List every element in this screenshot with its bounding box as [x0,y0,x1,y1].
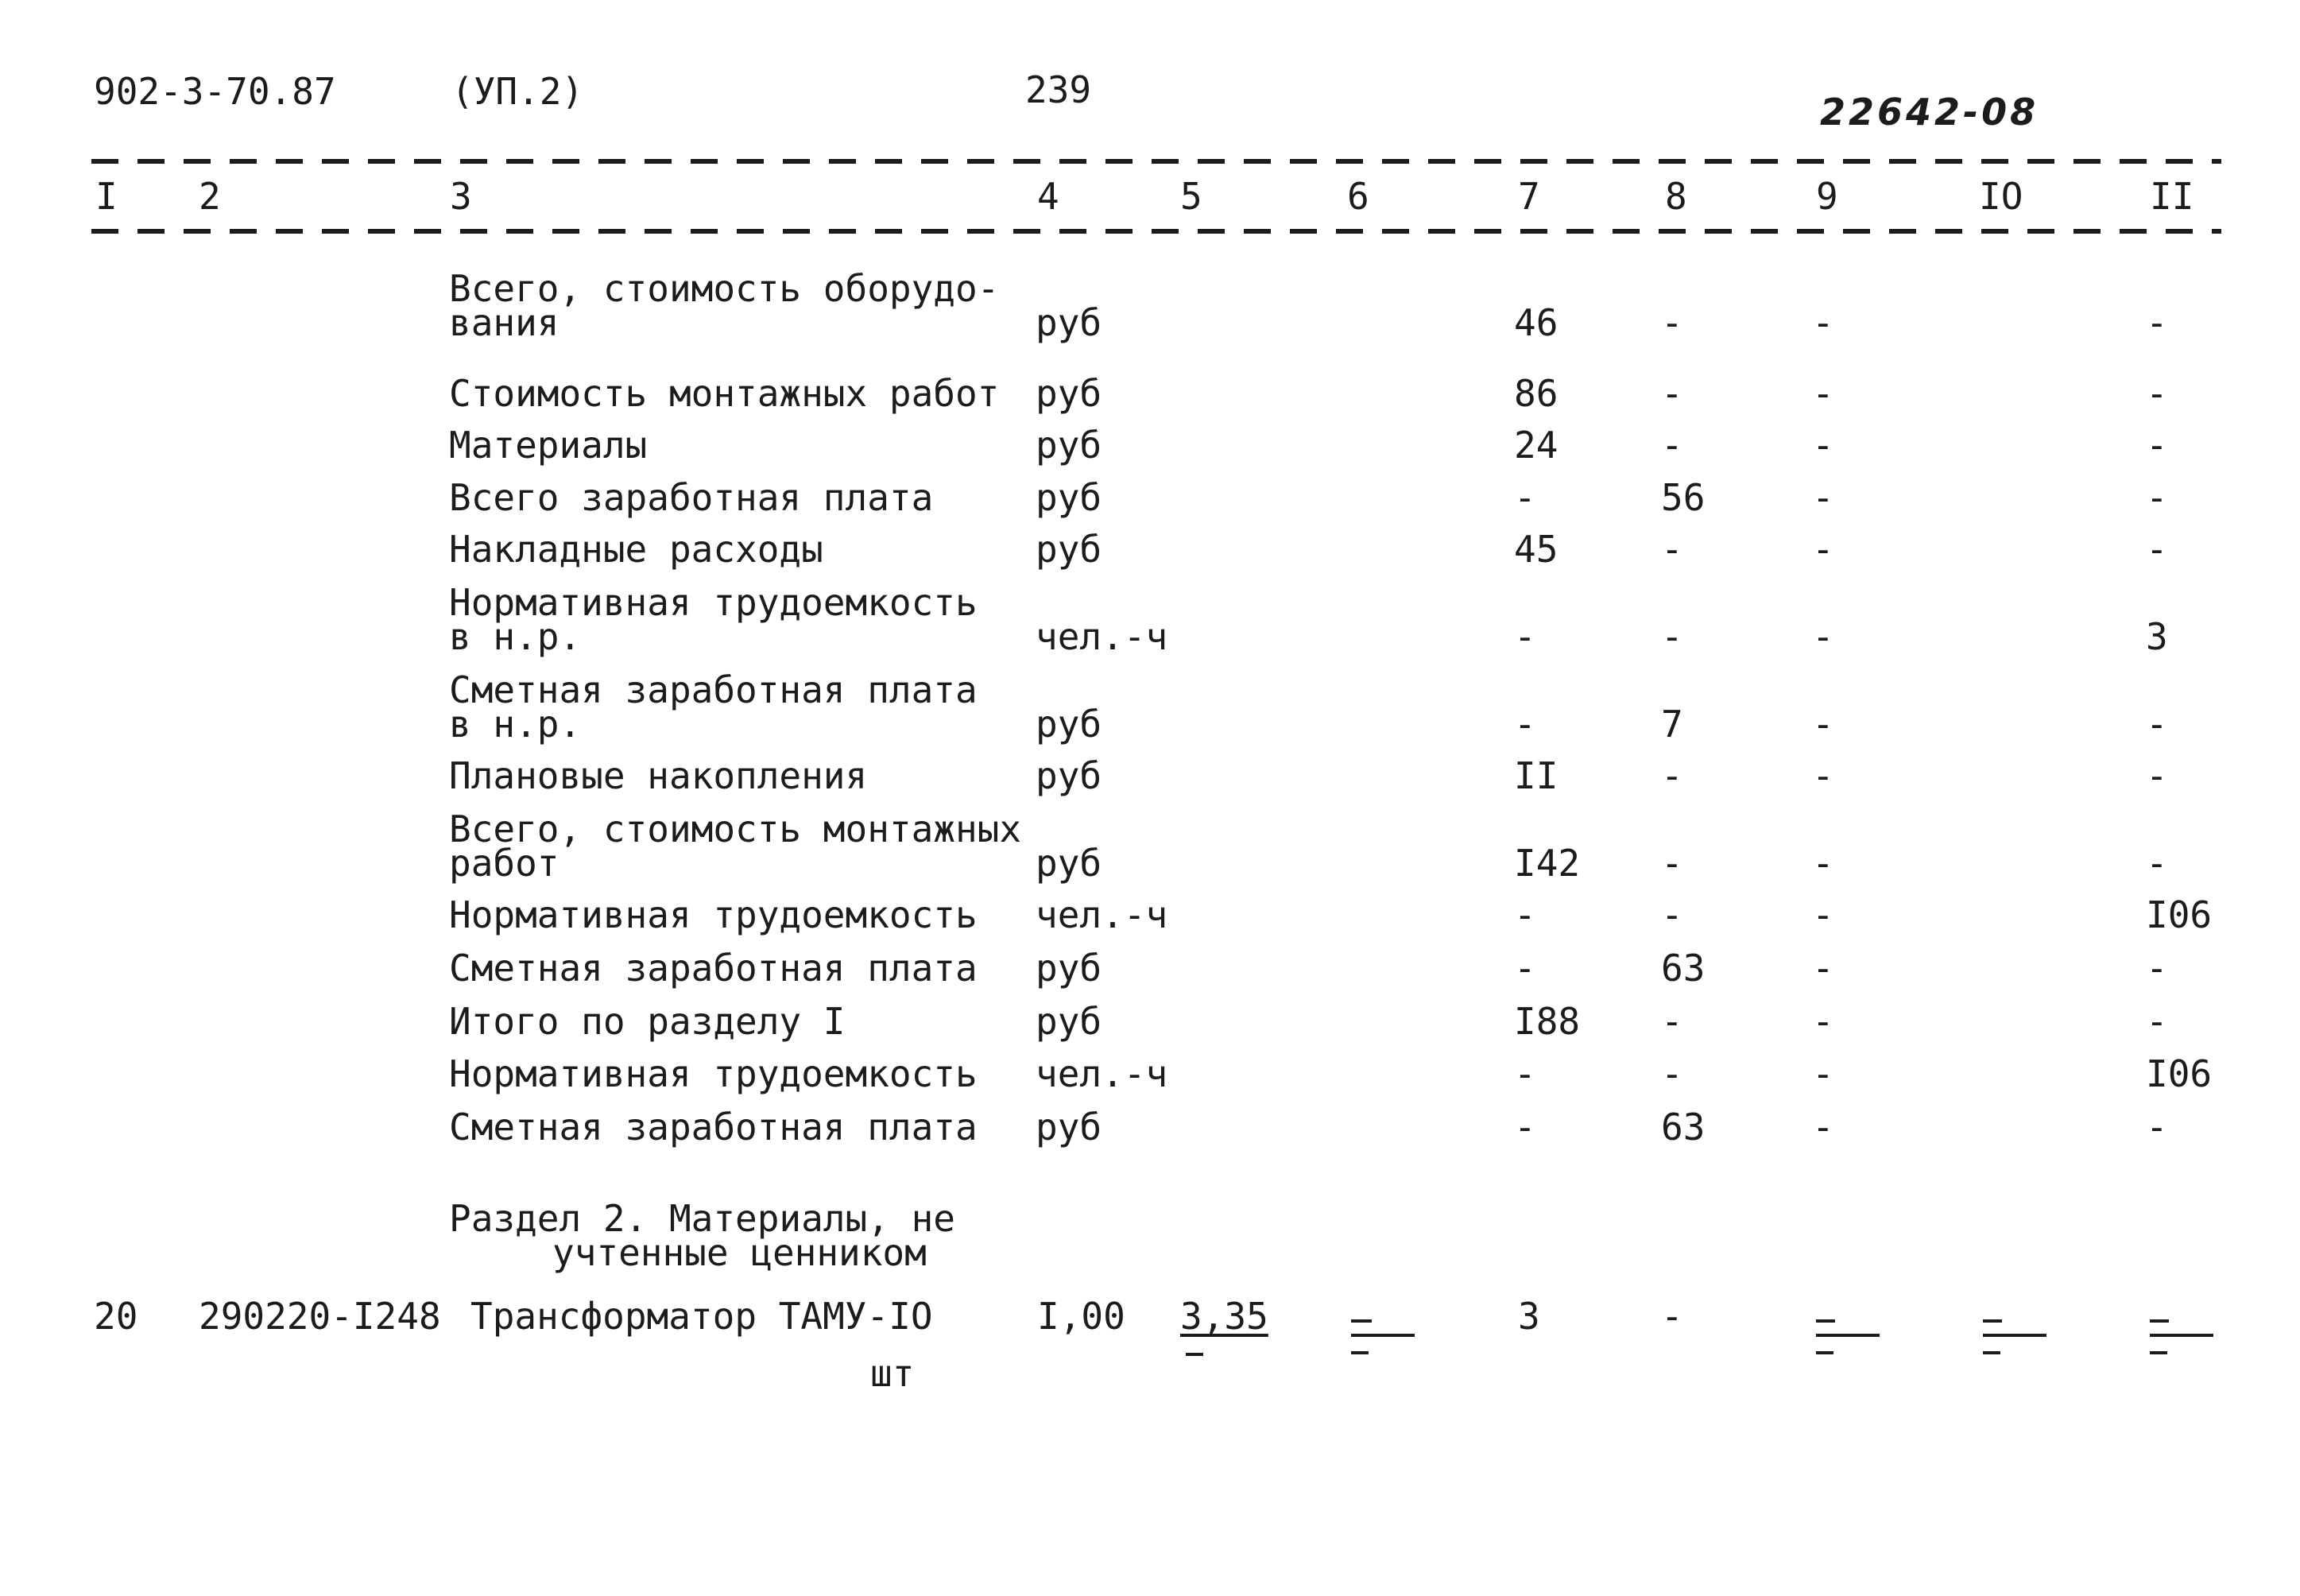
column-header: 9 [1816,175,1838,218]
album-label: (УП.2) [451,70,584,113]
page-number: 239 [1025,68,1092,111]
col10-mark [1983,1351,2000,1354]
col9-mark [1816,1319,1835,1323]
col10-mark [1983,1334,2046,1337]
column-header: 6 [1347,175,1369,218]
row-col11: - [2146,947,2168,990]
column-header: 7 [1518,175,1540,218]
item-name: Трансформатор ТАМУ-IO [470,1295,933,1338]
col6-mark [1351,1319,1372,1323]
row-name: Накладные расходы [449,528,823,571]
column-header: 5 [1180,175,1202,218]
row-col8: - [1661,1052,1683,1095]
row-col7: 24 [1514,424,1559,467]
row-col11: - [2146,754,2168,797]
row-unit: руб [1036,947,1102,990]
row-name: Сметная заработная плата [449,1106,978,1149]
row-col11: - [2146,842,2168,885]
row-name: Материалы [449,424,648,467]
column-header: 8 [1665,175,1687,218]
column-header: 3 [450,175,472,218]
item-price: 3,35 [1180,1295,1268,1338]
row-col8: 63 [1661,1106,1706,1149]
header-bottom-rule [91,229,2221,234]
row-col7: - [1514,947,1536,990]
row-col8: - [1661,842,1683,885]
item-quantity: I,00 [1037,1295,1125,1338]
row-name: Всего, стоимость оборудо- [449,267,1000,310]
item-number: 20 [94,1295,138,1338]
row-col8: - [1661,615,1683,658]
row-col9: - [1812,842,1834,885]
col6-mark [1351,1334,1415,1337]
row-unit: руб [1036,754,1102,797]
row-col7: II [1514,754,1559,797]
item-unit: шт [870,1352,915,1395]
row-unit: чел.-ч [1036,1052,1168,1095]
row-col9: - [1812,754,1834,797]
row-col11: I06 [2146,893,2213,936]
column-header: I [95,175,118,218]
row-name: Сметная заработная плата [449,947,978,990]
row-name-cont: в н.р. [449,703,582,746]
col11-mark [2150,1319,2169,1323]
row-name-cont: вания [449,301,560,344]
row-unit: руб [1036,1106,1102,1149]
row-name-cont: в н.р. [449,615,582,658]
col11-mark [2150,1334,2213,1337]
row-unit: руб [1036,703,1102,746]
row-col11: - [2146,703,2168,746]
column-header: II [2150,175,2194,218]
row-unit: руб [1036,301,1102,344]
col10-mark [1983,1319,2002,1323]
row-name: Нормативная трудоемкость [449,1052,978,1095]
row-col11: - [2146,476,2168,519]
row-unit: руб [1036,528,1102,571]
row-col8: 63 [1661,947,1706,990]
row-col9: - [1812,947,1834,990]
row-col7: - [1514,893,1536,936]
row-col9: - [1812,301,1834,344]
row-unit: руб [1036,842,1102,885]
row-name-cont: работ [449,842,560,885]
row-col9: - [1812,1052,1834,1095]
row-col8: - [1661,301,1683,344]
row-name: Плановые накопления [449,754,868,797]
row-col9: - [1812,476,1834,519]
row-name: Стоимость монтажных работ [449,372,1000,415]
row-col11: - [2146,1000,2168,1043]
row-col8: - [1661,424,1683,467]
row-col8: - [1661,372,1683,415]
column-header: IO [1979,175,2023,218]
price-subdash [1186,1353,1203,1356]
row-col11: 3 [2146,615,2168,658]
row-col11: - [2146,301,2168,344]
row-col8: - [1661,1000,1683,1043]
row-col9: - [1812,372,1834,415]
row-col9: - [1812,703,1834,746]
row-unit: руб [1036,476,1102,519]
row-col11: - [2146,372,2168,415]
row-col7: 46 [1514,301,1559,344]
section-title: Раздел 2. Материалы, не [449,1197,955,1240]
row-name: Сметная заработная плата [449,668,978,711]
row-name: Всего, стоимость монтажных [449,808,1022,850]
row-col11: - [2146,424,2168,467]
row-col7: - [1514,615,1536,658]
row-col8: - [1661,893,1683,936]
row-name: Нормативная трудоемкость [449,893,978,936]
row-col8: - [1661,754,1683,797]
row-name: Итого по разделу I [449,1000,846,1043]
row-col7: - [1514,1052,1536,1095]
row-col9: - [1812,528,1834,571]
row-col7: 86 [1514,372,1559,415]
row-col7: - [1514,703,1536,746]
row-col11: I06 [2146,1052,2213,1095]
column-header: 2 [199,175,221,218]
row-unit: чел.-ч [1036,615,1168,658]
stamp-number: 22642-08 [1820,91,2039,134]
row-col7: - [1514,1106,1536,1149]
row-name: Нормативная трудоемкость [449,581,978,624]
row-unit: руб [1036,1000,1102,1043]
header-top-rule [91,159,2221,164]
column-header: 4 [1037,175,1059,218]
col9-mark [1816,1351,1833,1354]
doc-code: 902-3-70.87 [94,70,336,113]
row-col7: - [1514,476,1536,519]
row-col9: - [1812,1106,1834,1149]
row-name: Всего заработная плата [449,476,934,519]
row-col9: - [1812,424,1834,467]
row-col8: - [1661,528,1683,571]
row-col11: - [2146,528,2168,571]
col6-mark [1351,1351,1369,1354]
row-col9: - [1812,1000,1834,1043]
row-col8: 7 [1661,703,1683,746]
col11-mark [2150,1351,2167,1354]
row-unit: руб [1036,424,1102,467]
row-col7: I88 [1514,1000,1581,1043]
section-title-cont: учтенные ценником [552,1231,927,1274]
item-col8: - [1661,1295,1683,1338]
row-col7: I42 [1514,842,1581,885]
item-col7: 3 [1518,1295,1540,1338]
item-code: 290220-I248 [199,1295,441,1338]
row-col9: - [1812,893,1834,936]
row-unit: руб [1036,372,1102,415]
row-col9: - [1812,615,1834,658]
row-col8: 56 [1661,476,1706,519]
col9-mark [1816,1334,1880,1337]
row-col11: - [2146,1106,2168,1149]
row-col7: 45 [1514,528,1559,571]
row-unit: чел.-ч [1036,893,1168,936]
